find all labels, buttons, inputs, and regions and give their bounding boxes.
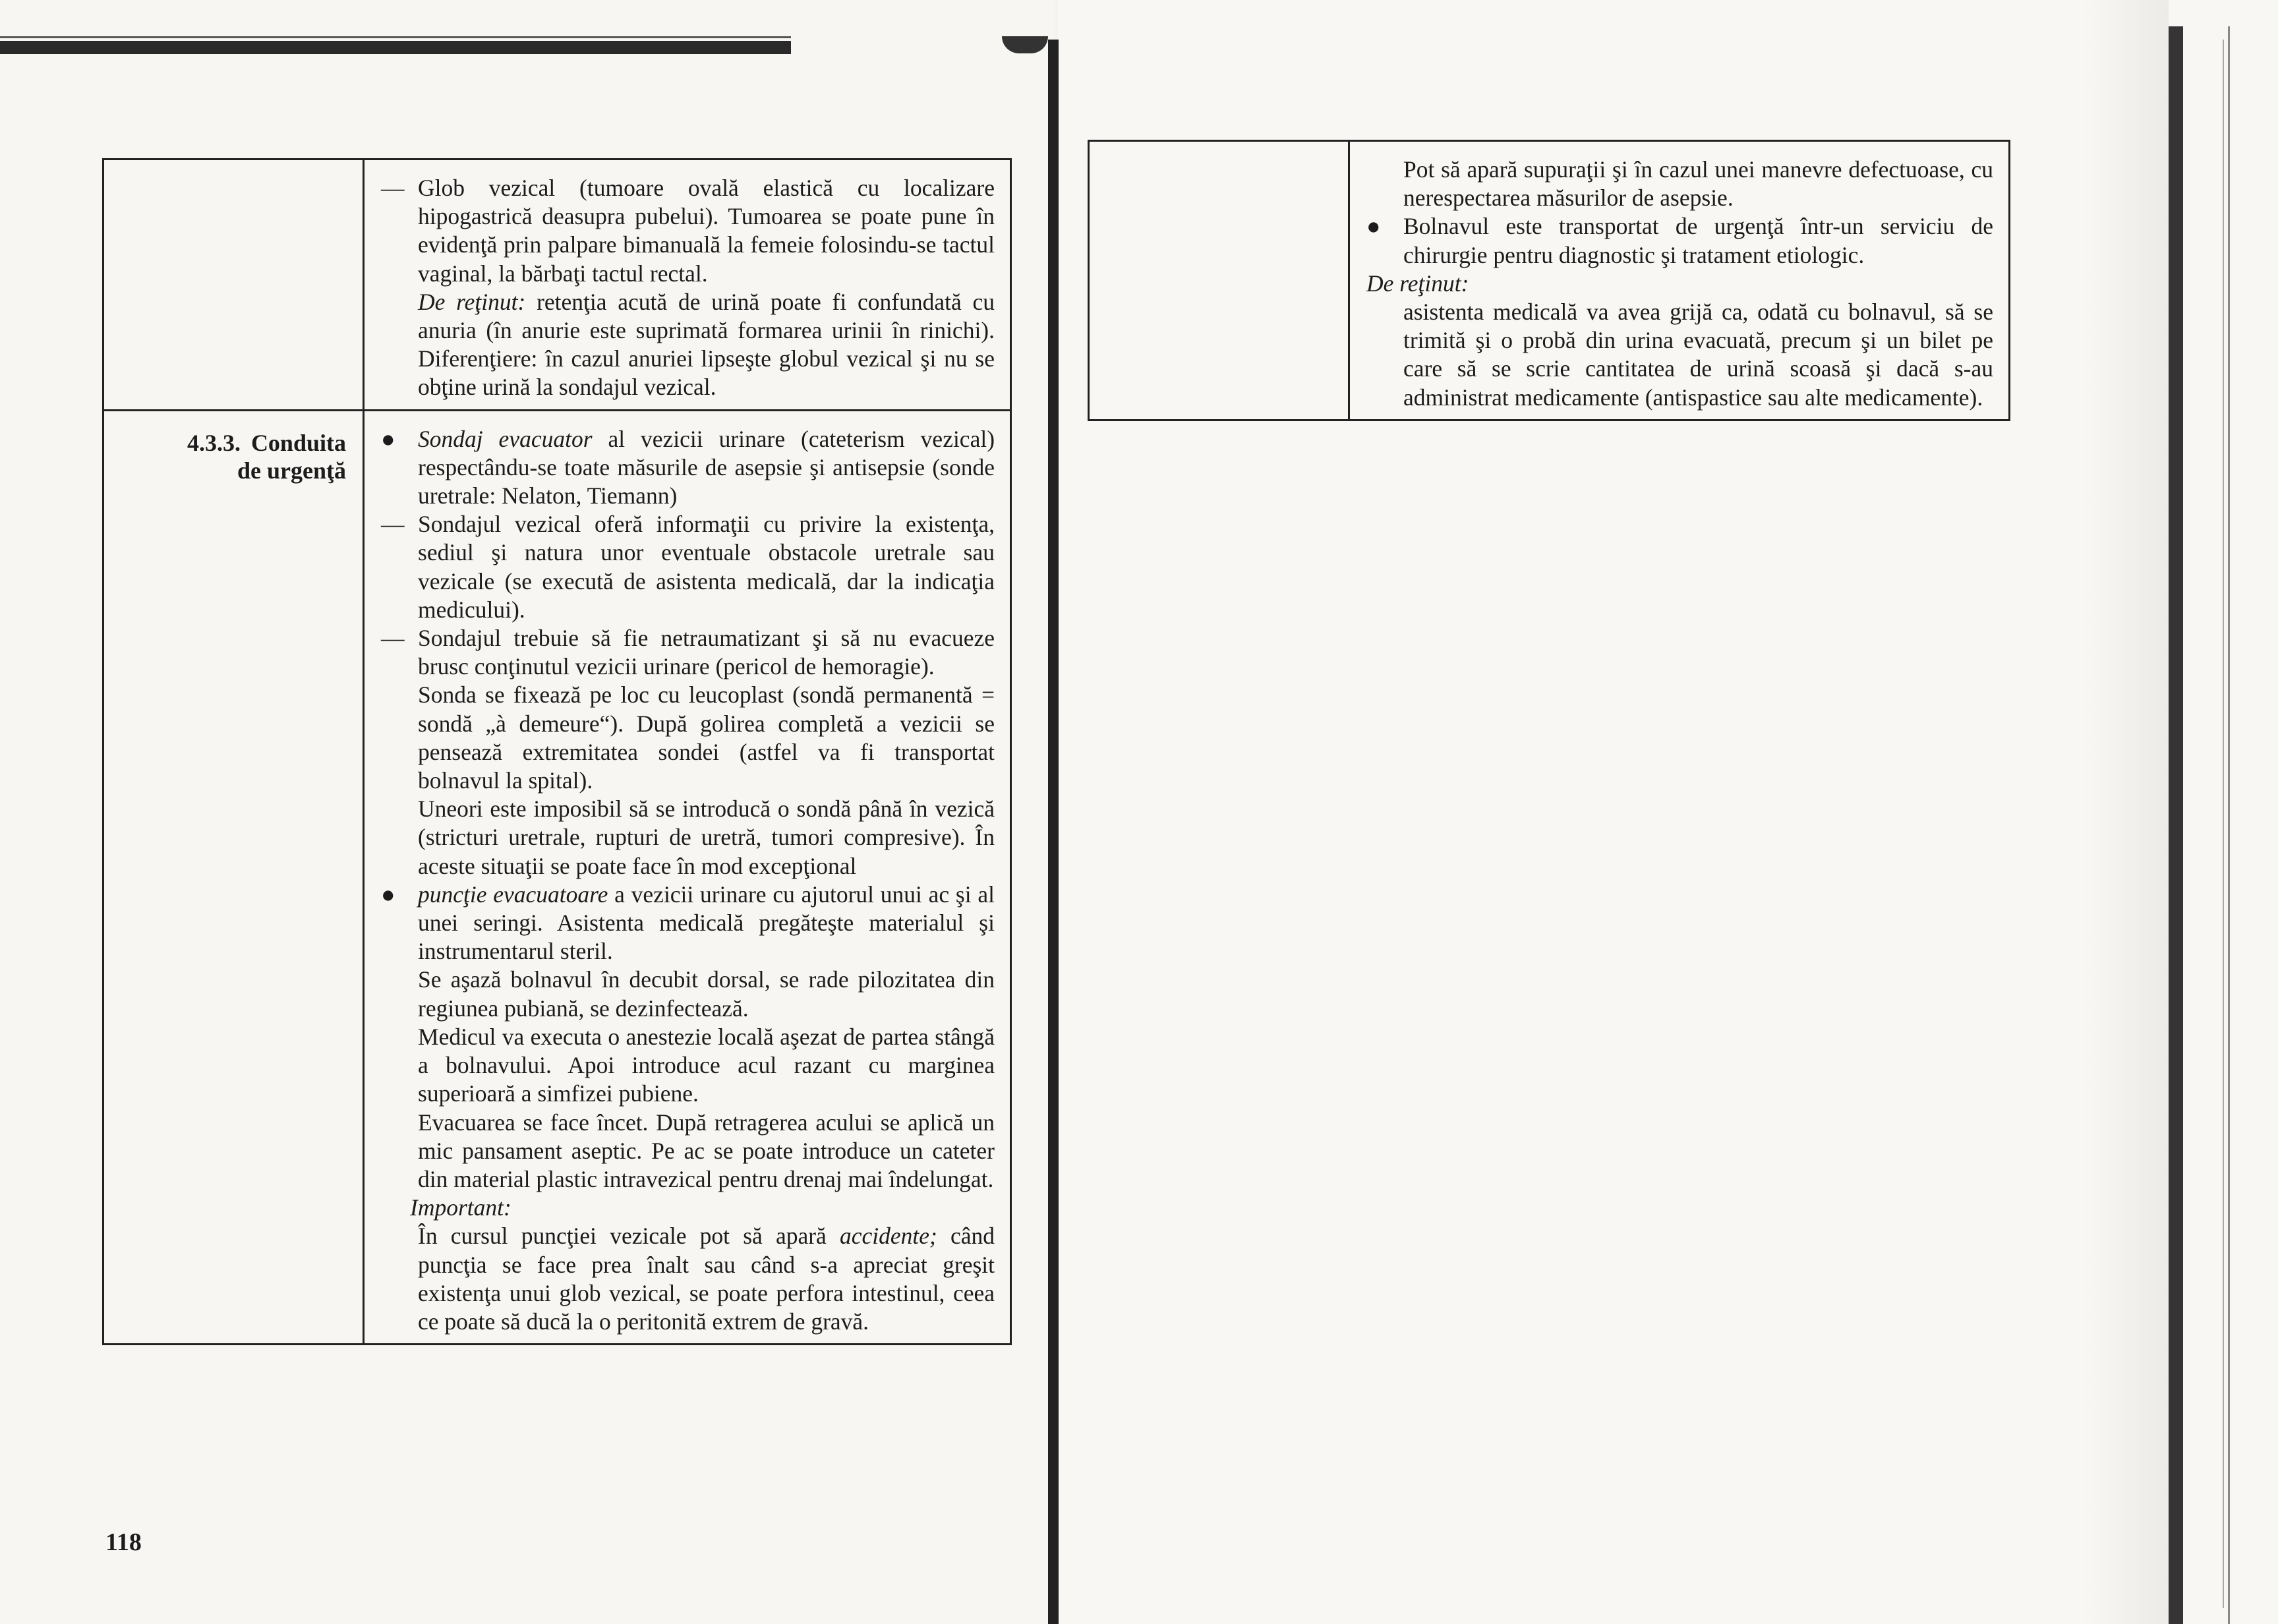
- page-number: 118: [105, 1528, 142, 1556]
- dash-item: [381, 624, 995, 681]
- bullet-icon: ●: [381, 881, 395, 908]
- retinut-label: De reţinut:: [418, 288, 526, 315]
- medicul-paragraph: Medicul va executa o anestezie locală aşezat de partea stângă a bolnavului. Apoi introduce acul razant cu marginea superioară a simfizei pubiene.: [418, 1023, 995, 1107]
- table-row-conduita: [103, 410, 1011, 1345]
- book-gutter: [1048, 40, 1059, 1624]
- punctie-term: puncţie evacuatoare: [418, 881, 608, 908]
- important-label: Important:: [410, 1194, 511, 1221]
- dash-item: [381, 174, 995, 288]
- conduita-text: [365, 412, 1009, 1343]
- dash-marker: —: [381, 511, 405, 538]
- accidente-term: accidente;: [839, 1223, 937, 1250]
- dash-marker: —: [381, 175, 405, 201]
- dash-item: [381, 510, 995, 624]
- supuratii-paragraph: Pot să apară supuraţii şi în cazul unei manevre defectuoase, cu nerespectarea măsurilor de asepsie.: [1403, 156, 1993, 212]
- glob-text: [365, 161, 1009, 409]
- right-table: [1088, 140, 2010, 421]
- content-cell: [1349, 141, 2010, 420]
- top-rule-thin: [0, 36, 791, 38]
- dash-marker: —: [381, 625, 405, 652]
- aseaza-paragraph: Se aşază bolnavul în decubit dorsal, se rade pilozitatea din regiunea pubiană, se dezinfectează.: [418, 966, 995, 1022]
- bullet-item: [381, 425, 995, 511]
- empty-label-cell: [103, 160, 364, 411]
- page-edge-line: [2223, 40, 2224, 1608]
- retinut-text: retenţia acută de urină poate fi confundată cu anuria (în anurie este suprimată formarea urinii în rinichi). Diferenţiere: în cazul anuriei lipseşte globul vezical şi nu se obţine urină la sondajul vezical.: [418, 288, 995, 401]
- table-row-supuratii: [1089, 141, 2010, 420]
- important-paragraph: [381, 1222, 995, 1336]
- content-cell: [364, 410, 1011, 1345]
- page-edge: [2169, 26, 2183, 1624]
- section-title-1: Conduita: [250, 429, 346, 456]
- right-page-shadow: [2083, 0, 2169, 1624]
- supuratii-text: [1351, 142, 2008, 419]
- sondaj-text: al vezicii urinare (cateterism vezical) respectându-se toate măsurile de asepsie şi antisepsie (sonde uretrale: Nelaton, Tiemann): [418, 425, 995, 509]
- bullet-item: [1366, 212, 1993, 269]
- section-number: 4.3.3.: [187, 429, 241, 456]
- uneori-paragraph: Uneori este imposibil să se introducă o sondă până în vezică (stricturi uretrale, rupturi de uretră, tumori compresive). În aceste situaţii se poate face în mod excepţional: [418, 796, 995, 879]
- retinut-paragraph: [381, 288, 995, 402]
- left-table: [102, 158, 1012, 1345]
- empty-label-cell: [1089, 141, 1349, 420]
- sondaj-term: Sondaj evacuator: [418, 425, 593, 452]
- section-title-2: de urgenţă: [237, 457, 346, 484]
- content-cell: [364, 160, 1011, 411]
- evacuarea-paragraph: Evacuarea se face încet. După retragerea acului se aplică un mic pansament aseptic. Pe ac se poate introduce un cateter din material plastic intravezical pentru drenaj mai îndelungat.: [418, 1109, 995, 1192]
- transport-text: Bolnavul este transportat de urgenţă într-un serviciu de chirurgie pentru diagnostic şi tratament etiologic.: [1403, 213, 1993, 268]
- glob-paragraph: Glob vezical (tumoare ovală elastică cu localizare hipogastrică deasupra pubelui). Tumoarea se poate pune în evidenţă prin palpare bimanuală la femeie folosindu-se tactul vaginal, la bărbaţi tactul rectal.: [418, 175, 995, 287]
- sondaj-info-text: Sondajul vezical oferă informaţii cu privire la existenţa, sediul şi natura unor eventuale obstacole uretrale sau vezicale (se execută de asistenta medicală, dar la indicaţia medicului).: [418, 511, 995, 623]
- retinut-label: De reţinut:: [1366, 270, 1469, 297]
- bullet-item: [381, 881, 995, 966]
- section-heading: [105, 412, 362, 484]
- important-text-2: când puncţia se face prea înalt sau când s-a apreciat greşit existenţa unui glob vezical, se poate perfora intestinul, ceea ce poate să ducă la o peritonită extrem de gravă.: [418, 1223, 995, 1335]
- punctie-text: a vezicii urinare cu ajutorul unui ac şi al unei seringi. Asistenta medicală pregăteşte materialul şi instrumentarul steril.: [418, 881, 995, 965]
- important-text-1: În cursul puncţiei vezicale pot să apară: [418, 1223, 827, 1250]
- table-row-glob: [103, 160, 1011, 411]
- page-edge-thin: [2228, 26, 2230, 1624]
- top-rule: [0, 41, 791, 54]
- bullet-icon: ●: [381, 425, 395, 452]
- retinut-text: asistenta medicală va avea grijă ca, odată cu bolnavul, să se trimită şi o probă din urina evacuată, precum şi un bilet pe care să se scrie cantitatea de urină scoasă şi dacă s-au administrat medicamente (antispastice sau alte medicamente).: [1403, 299, 1993, 411]
- bullet-icon: ●: [1366, 213, 1381, 240]
- sondaj-netraumatizant-text: Sondajul trebuie să fie netraumatizant şi să nu evacueze brusc conţinutul vezicii urinare (pericol de hemoragie).: [418, 625, 995, 680]
- section-heading-line1: [114, 429, 346, 457]
- section-label-cell: [103, 410, 364, 1345]
- sonda-paragraph: Sonda se fixează pe loc cu leucoplast (sondă permanentă = sondă „à demeure“). După golirea completă a vezicii se pensează extremitatea sondei (astfel va fi transportat bolnavul la spital).: [418, 682, 995, 794]
